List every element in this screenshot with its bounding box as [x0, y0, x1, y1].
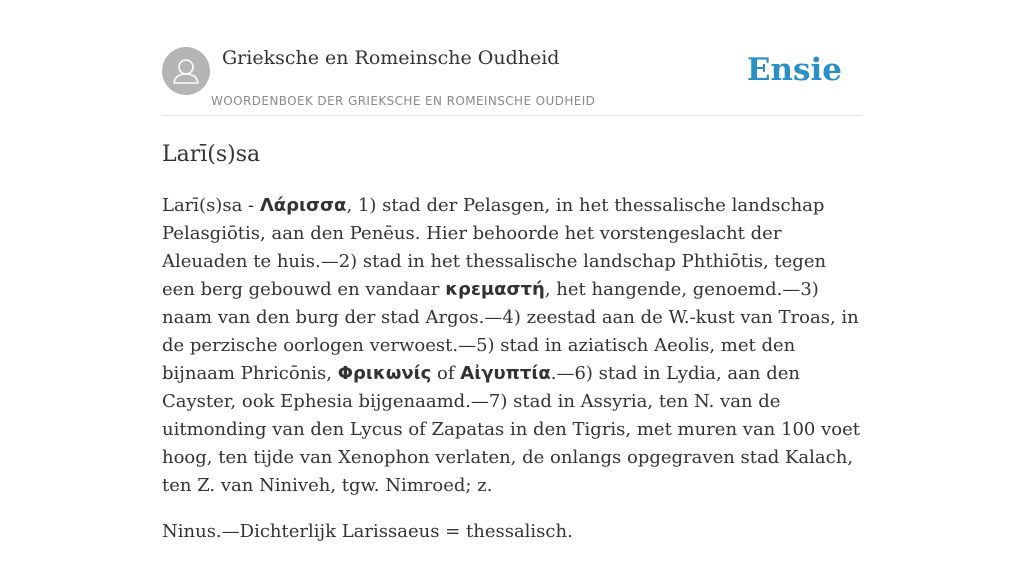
entry-title: Larī(s)sa: [162, 142, 261, 167]
entry-text: , 1) stad der Pelasgen, in het thessalische landschap Pelasgiōtis, aan den Penēus. Hier behoorde het vorstengeslacht der Aleuaden te huis.—2) stad in het thessalische landschap Phthiōtis, tegen een berg gebouwd en vandaar: [162, 195, 827, 300]
entry-text: , het hangende, genoemd.—3) naam van den burg der stad Argos.—4) zeestad aan de W.-kust van Troas, in de perzische oorlogen verwoest.—5) stad in aziatisch Aeolis, met den bijnaam Phricōnis,: [162, 279, 859, 384]
brand-logo-link[interactable]: Ensie: [746, 52, 842, 88]
user-silhouette-icon: [162, 47, 210, 95]
site-header: [162, 46, 862, 116]
dictionary-title[interactable]: Grieksche en Romeinsche Oudheid: [222, 47, 560, 69]
entry-text: .—6) stad in Lydia, aan den Cayster, ook Ephesia bijgenaamd.—7) stad in Assyria, ten N. van de uitmonding van den Lycus of Zapatas in den Tigris, met muren van 100 voet hoog, ten tijde van Xenophon verlaten, de onlangs opgegraven stad Kalach, ten Z. van Niniveh, tgw. Nimroed; z.: [162, 363, 860, 496]
dictionary-subtitle: WOORDENBOEK DER GRIEKSCHE EN ROMEINSCHE OUDHEID: [211, 94, 596, 108]
entry-paragraph: [162, 192, 864, 500]
avatar[interactable]: [162, 47, 210, 95]
greek-term: Λάρισσα: [259, 195, 347, 216]
entry-text: of: [431, 363, 461, 384]
greek-term: κρεμαστή: [445, 279, 545, 300]
greek-term: Αἰγυπτία: [460, 363, 551, 384]
entry-text: Larī(s)sa -: [162, 195, 260, 216]
greek-term: Φρικωνίς: [337, 363, 432, 384]
entry-body: [162, 192, 864, 564]
entry-paragraph: Ninus.—Dichterlijk Larissaeus = thessalisch.: [162, 521, 573, 542]
